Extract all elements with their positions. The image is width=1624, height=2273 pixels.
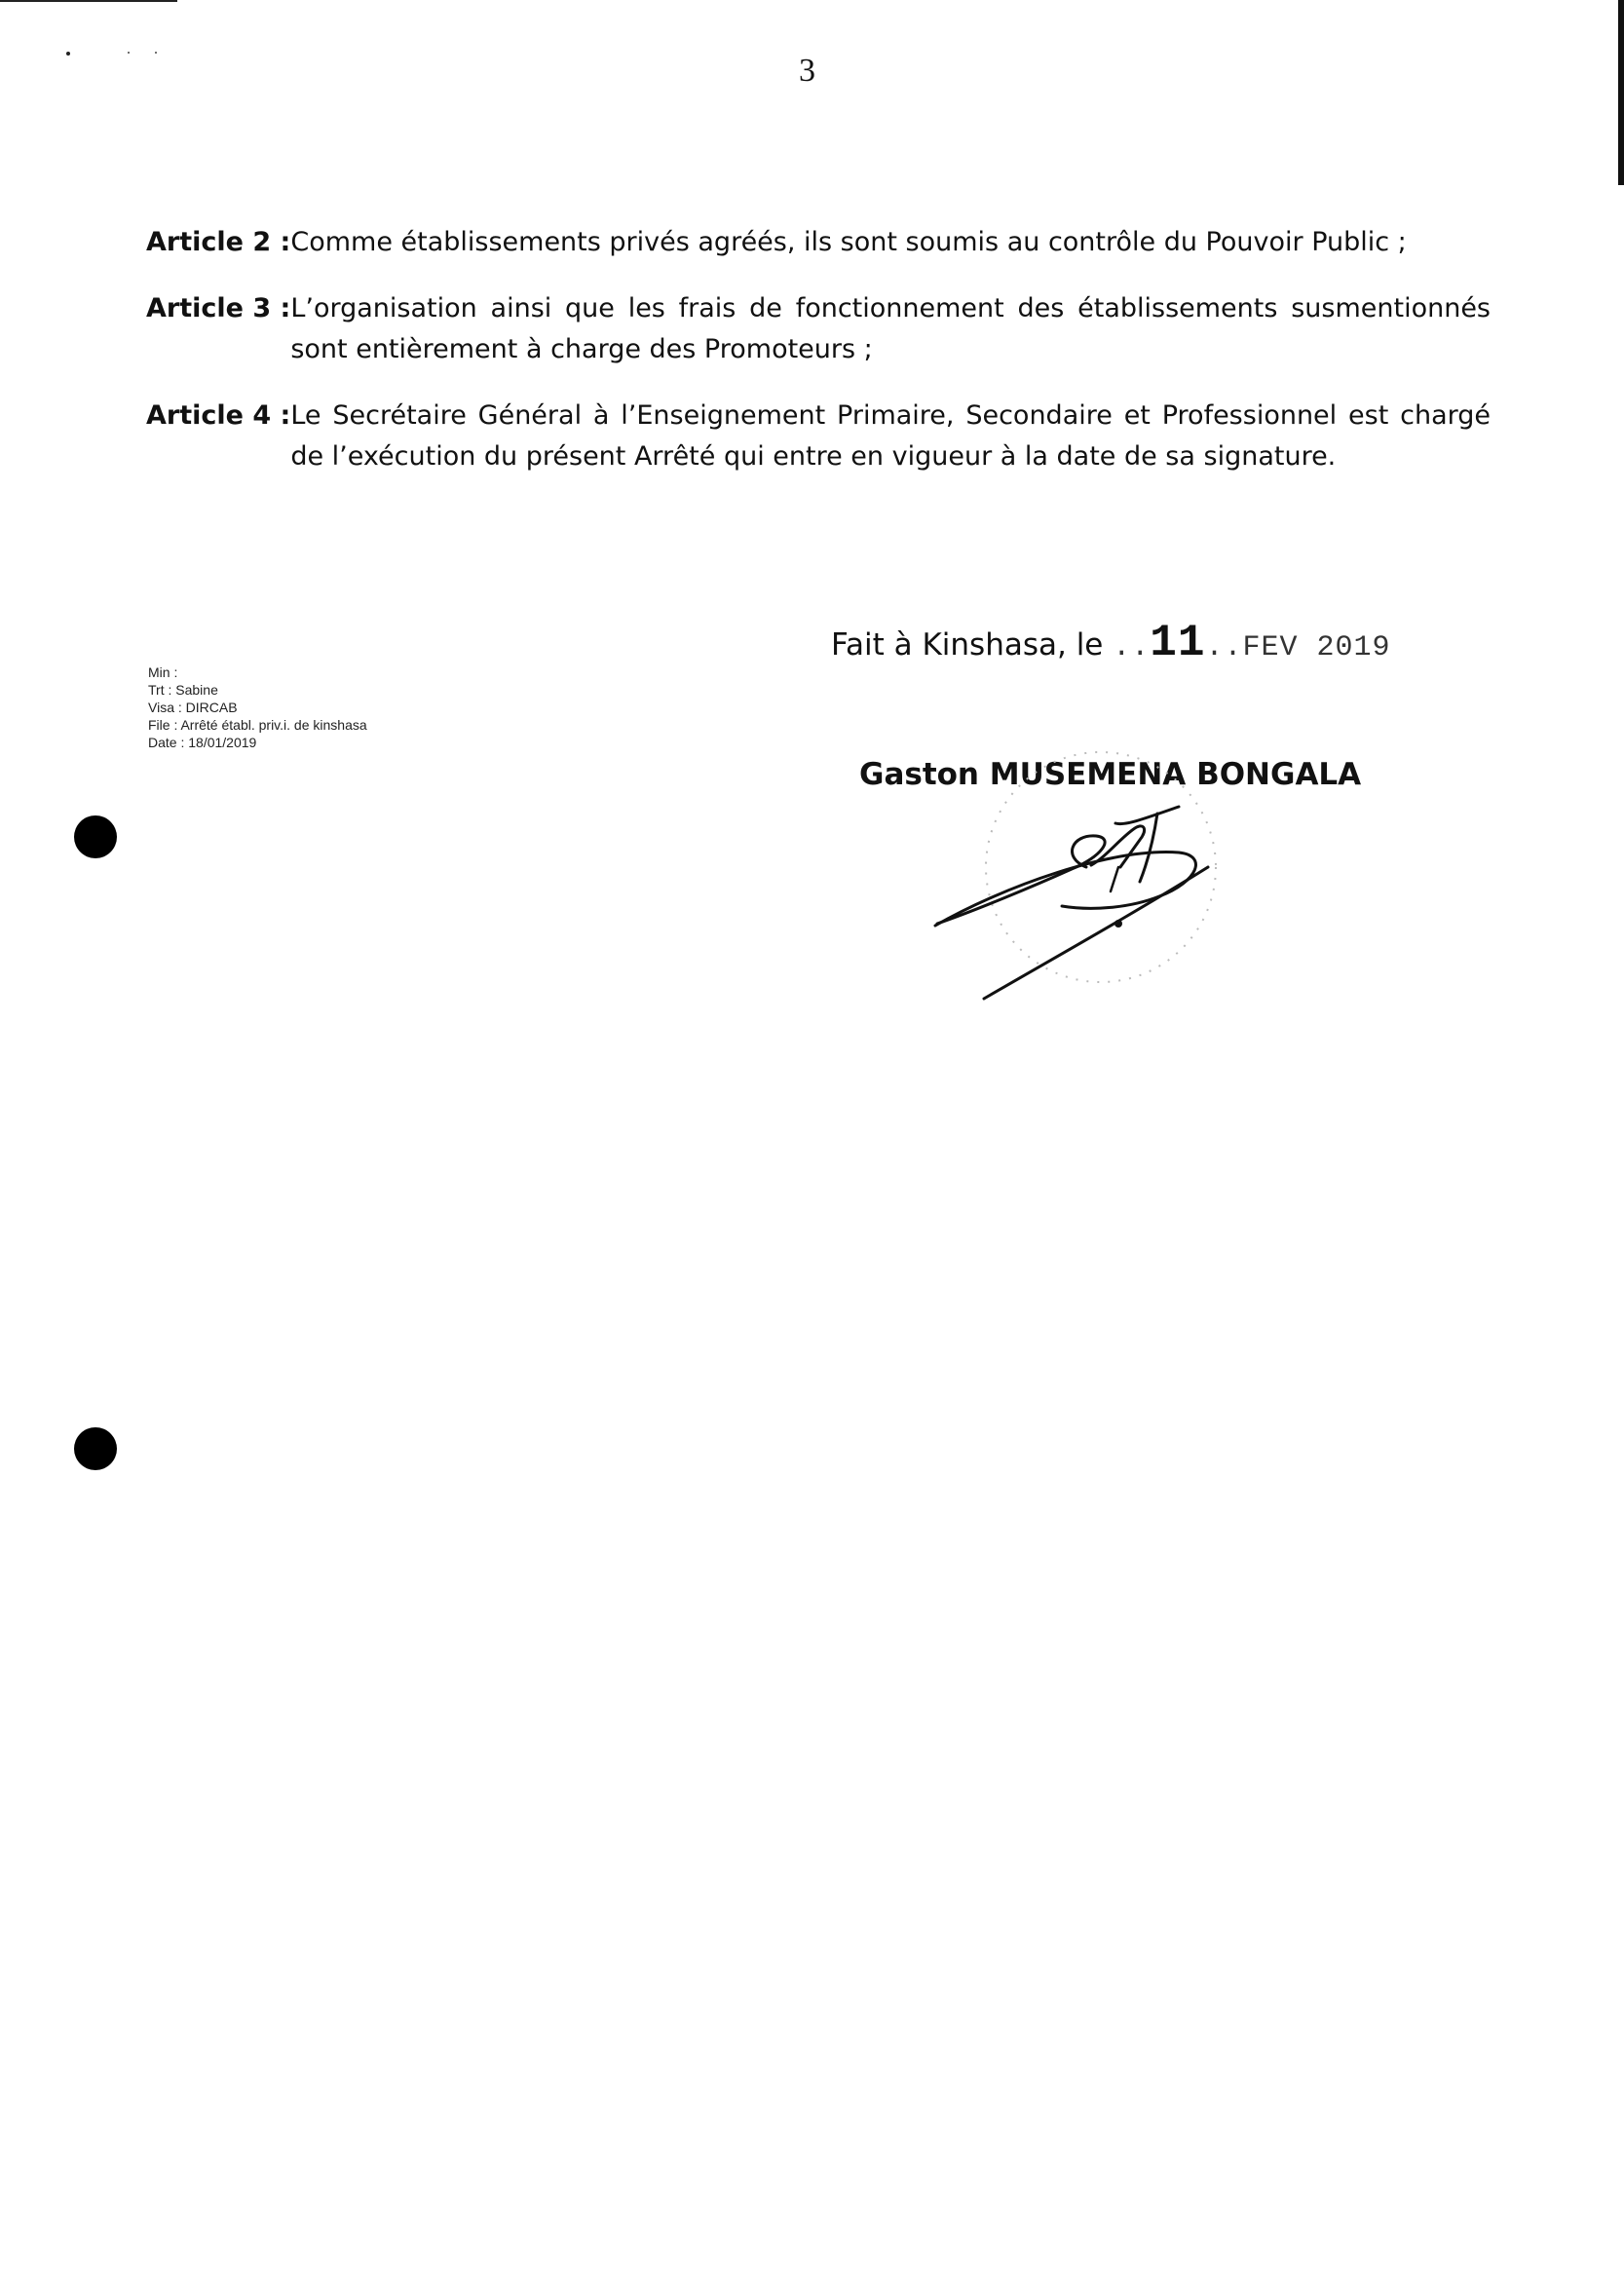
signatory-name: Gaston MUSEMENA BONGALA <box>859 757 1362 792</box>
ref-trt-label: Trt : <box>148 682 172 698</box>
ref-file-label: File : <box>148 717 178 733</box>
ref-file-value: Arrêté établ. priv.i. de kinshasa <box>180 717 367 733</box>
ref-min-label: Min : <box>148 664 178 680</box>
ref-file <box>148 716 367 734</box>
article-2 <box>146 222 1491 263</box>
punch-hole-top <box>74 815 117 858</box>
article-text: Comme établissements privés agréés, ils sont soumis au contrôle du Pouvoir Public ; <box>290 227 1407 257</box>
date-stamp-month-year: FEV 2019 <box>1242 631 1391 664</box>
ref-date-value: 18/01/2019 <box>188 735 257 750</box>
article-label: Article 4 : <box>146 400 291 431</box>
place-date-line <box>831 618 1391 668</box>
article-3 <box>146 288 1491 370</box>
article-label: Article 2 : <box>146 227 291 257</box>
article-label: Article 3 : <box>146 293 291 323</box>
ref-date <box>148 734 367 751</box>
article-text: Le Secrétaire Général à l’Enseignement Primaire, Secondaire et Professionnel est chargé de l’exécution du présent Arrêté qui entre en vigueur à la date de sa signature. <box>290 400 1491 472</box>
article-4 <box>146 396 1491 477</box>
reference-block <box>148 663 367 751</box>
scan-edge-top <box>0 0 177 2</box>
place-date-prefix: Fait à Kinshasa, le <box>831 627 1114 663</box>
scan-edge-right <box>1618 0 1624 185</box>
scan-specks <box>64 49 162 58</box>
article-text: L’organisation ainsi que les frais de fonctionnement des établissements susmentionnés sont entièrement à charge des Promoteurs ; <box>290 293 1491 364</box>
date-stamp-day: 11 <box>1150 618 1206 668</box>
ref-visa <box>148 699 367 716</box>
articles-list <box>146 222 1491 503</box>
ref-visa-label: Visa : <box>148 700 182 715</box>
ref-trt <box>148 681 367 699</box>
ref-date-label: Date : <box>148 735 185 750</box>
ref-min <box>148 663 367 681</box>
ref-trt-value: Sabine <box>175 682 218 698</box>
ref-visa-value: DIRCAB <box>185 700 238 715</box>
handwritten-signature <box>916 721 1286 1013</box>
page-number: 3 <box>799 53 815 89</box>
punch-hole-bottom <box>74 1427 117 1470</box>
date-stamp: ..11..FEV 2019 <box>1113 618 1391 668</box>
